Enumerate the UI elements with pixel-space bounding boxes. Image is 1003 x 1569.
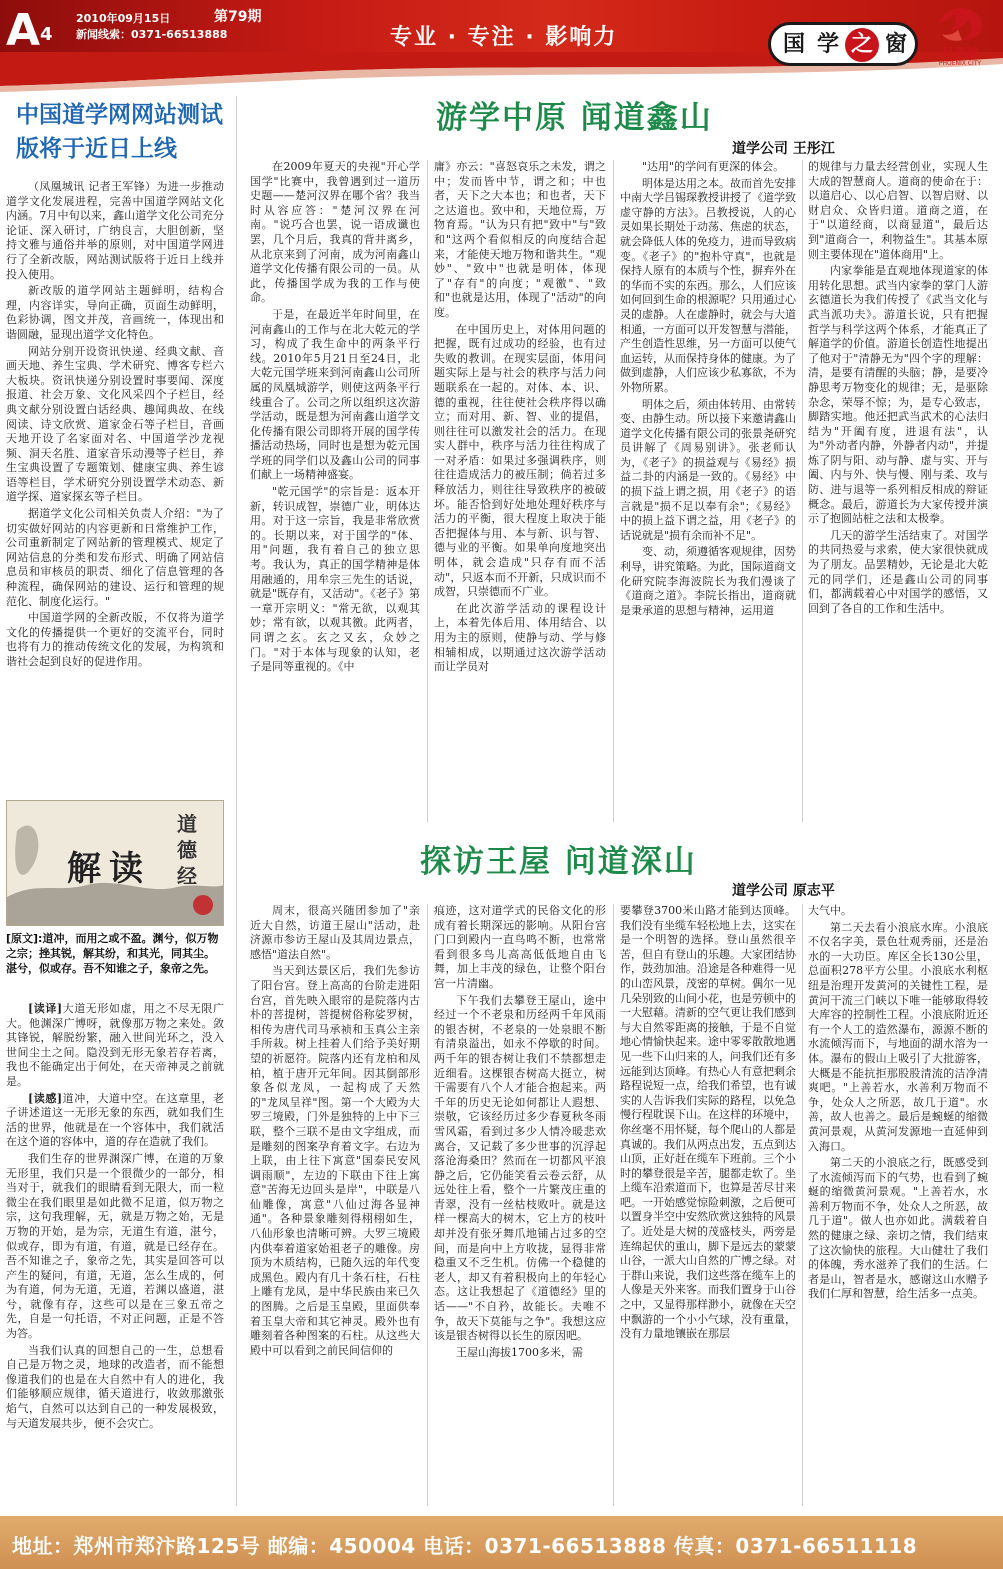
article-2-col-2 [434,904,606,1506]
paragraph: 网站分别开设资讯快递、经典文献、音画天地、养生宝典、学术研究、博客专栏六大板块。资讯快递分别设置时事要闻、深度报道、社会万象、文化风采四个子栏目，经典文献分别设置白话经典、趣闻典故、在线阅读、诗文欣赏、道家金石等子栏目，音画天地开设了名家面对名、中国道学沙龙视频、洞天名胜、道家音乐动漫等子栏目，养生宝典设置了专题策划、健康宝典、养生谚语等栏目，学术研究分别设置学术动态、新道学探、道家探玄等子栏目。 [6,344,224,504]
reading-text: 大道无形如虚，用之不尽无限广大。他渊深广博呀，就像那万物之来处。敛其锋锐，解脱纷繁，融入世间光环之，没入世间尘土之间。隐没到无形无象若存若离，我也不能确定出于何处，在天帝神灵之前就是。 [6,1002,224,1088]
original-text: [原文]:道冲，而用之或不盈。渊兮，似万物之宗；挫其锐，解其纷，和其光，同其尘。湛兮，似或存。吾不知谁之子，象帝之先。 [6,932,219,975]
column-char-3: 之 [845,28,879,62]
column-char-2: 学 [816,32,839,57]
jiedu-title: 解读 [67,849,151,889]
reading-notes [6,1002,224,1504]
article-1-col-2 [434,160,606,822]
column-char-4: 窗 [884,32,907,57]
paragraph: "乾元国学"的宗旨是：返本开新，转识成智，崇德广业，明体达用。对于这一宗旨，我是非常欣赏的。长期以来，对于国学的"体、用"问题，我有着自己的独立思考。我认为，真正的国学精神是体用融通的，用牟宗三先生的话说，就是"既存有，又活动"。《老子》第一章开宗明义："常无欲，以观其妙；常有欲，以观其徼。此两者，同谓之玄。玄之又玄，众妙之门。"对于本体与现象的认知，老子是同等重视的。《中 [250,485,420,674]
issue-date: 2010年09月15日 [76,12,171,25]
article-1-col-3 [620,160,796,822]
article-2-col-1 [250,904,420,1506]
paragraph: 王屋山海拔1700多米，需 [456,1345,583,1359]
paragraph: 明体是达用之本。故而首先安排中南大学吕锡琛教授讲授了《道学致虚守静的方法》。吕教授说，人的心灵如果长期处于动荡、焦虑的状态，就会降低人体的免疫力，进而导致病变。《老子》的"抱朴守真"，也就是保持人原有的本质与个性，摒弃外在的华而不实的东西。那么，人们应该如何回到生命的根源呢？只用通过心灵的虚静。人在虚静时，就会与大道相通，一方面可以开发智慧与潜能，产生创造性思维，另一方面可以使气血运转，从而保持身体的健康。为了做到虚静，人们应该少私寡欲，不为外物所累。 [620,176,796,394]
paragraph: 痕迹，这对道学式的民俗文化的形成有着长期深远的影响。从阳台宫门口到殿内一直鸟鸣不断，也常常看到很多鸟儿高高低低地自由飞舞，加上丰茂的绿色，让整个阳台宫一片清幽。 [434,904,606,990]
news-hotline: 新闻线索：0371-66513888 [76,28,228,41]
article-1-col-1 [250,160,420,822]
column-divider [613,904,614,1506]
column-divider [613,160,614,822]
column-divider [427,160,428,822]
paragraph: 当天到达景区后，我们先参访了阳台宫。登上高高的台阶走进阳台宫，首先映入眼帘的是院落内古朴的菩提树，菩提树俗称娑罗树，相传为唐代司马承祯和玉真公主亲手所栽。树上挂着人们给予美好期望的祈愿符。院落内还有龙柏和凤柏，植于唐开元年间。因其倒部形象各似龙凤，一起构成了天然的"龙凤呈祥"图。第一个大殿为大罗三境殿，门外是独特的上中下三联，整个三联不是由文字组成，而是雕刻的图案孕育着文字。右边为上联，由上往下寓意"国泰民安风调雨顺"，左边的下联由下往上寓意"苦海无边回头是岸"，中联是八仙雕像，寓意"八仙过海各显神通"。各种景象雕刻得栩栩如生，八仙形象也清晰可辨。大罗三境殿内供奉着道家始祖老子的雕像。房顶为木质结构，已随久远的年代变成黑色。殿内有几十条石柱，石柱上雕有龙凤，是中华民族由来已久的图腾。之后是玉皇殿，里面供奉着玉皇大帝和其它神灵。殿外也有雕刻着各种图案的石柱。从这些大殿中可以看到之前民间信仰的 [250,964,420,1357]
article-2-byline: 道学公司 原志平 [732,883,835,899]
article-1-headline: 游学中原 闻道鑫山 [436,100,713,136]
paragraph: 据道学文化公司相关负责人介绍："为了切实做好网站的内容更新和日常维护工作，公司重新制定了网站新的管理模式、规定了网站信息的分类和发布形式、明确了网站信息员和审核员的职责、细化了信息管理的各种流程，确保网站的建设、运行和管理的规范化、制度化运行。" [6,507,224,608]
article-1-byline: 道学公司 王彤江 [732,141,835,157]
jiedu-side-title: 道德经 [177,812,197,888]
paragraph: 新改版的道学网站主题鲜明，结构合理，内容详实，导向正确，页面生动鲜明，色彩协调，图文并茂，音画统一，体现出和谐圆融，显现出道学文化特色。 [6,284,224,341]
paragraph: 明体之后，须由体转用、由常转变、由静生动。所以接下来邀请鑫山道学文化传播有限公司的张景尧研究员讲解了《周易别讲》。张老师认为，《老子》的损益观与《易经》损益二卦的内涵是一致的。《易经》中的损下益上谓之损，用《老子》的语言就是"损不足以奉有余"；《易经》中的损上益下谓之益，用《老子》的话说就是"损有余而补不足"。 [620,397,796,542]
paragraph: 庸》亦云："喜怒哀乐之未发，谓之中；发而皆中节，谓之和；中也者，天下之大本也；和也者，天下之达道也。致中和，天地位焉，万物育焉。"认为只有把"致中"与"致和"这两个看似相反的向度结合起来，才能使天地万物和谐共生。"观妙"、"致中"也就是明体，体现了"存有"的向度；"观徼"、"致和"也就是达用，体现了"活动"的向度。 [434,160,606,319]
paragraph: 的规律与力量去经营创业，实现人生大成的智慧商人。道商的使命在于：以道启心、以心启智、以智启财、以财启众、众皆归道。道商之道，在于"以道经商，以商显道"，最后达到"道商合一，利物益生"。其基本原则主要体现在"道体商用"上。 [808,160,988,261]
page-number: 4 [40,24,53,45]
article-2-headline: 探访王屋 问道深山 [420,844,697,880]
reading-label: [读译] [28,1002,63,1015]
paragraph: 在中国历史上，对体用问题的把握，既有过成功的经验，也有过失败的教训。在现实层面，体用问题实际上是与社会的秩序与活力问题联系在一起的。对体、本、识、德的重视，往往使社会秩序得以确立；而对用、新、智、业的提倡，则往往可以激发社会的活力。在现实人群中，秩序与活力往往构成了一对矛盾：如果过多强调秩序，则往往造成活力的被压制；倘若过多释放活力，则往往导致秩序的被破坏。能否恰到好处地处理好秩序与活力的平衡，很大程度上取决于能否把握体与用、本与新、识与智、德与业的平衡。如果单向度地突出明体，就会造成"只存有而不活动"，只返本而不开新，只成识而不成智，只崇德而不广业。 [434,322,606,599]
footer-contact: 地址：郑州市郑汴路125号 邮编：450004 电话：0371-66513888 传真：0371-66511118 [12,1534,918,1558]
paragraph: 下午我们去攀登王屋山，途中经过一个不老泉和历经两千年风雨的银杏树，不老泉的一处泉眼不断有清泉溢出，如永不停歇的时间。两千年的银杏树让我们不禁都想走近细看。这棵银杏树高大挺立，树干需要有八个人才能合抱起来。两千年的历史无论如何都让人遐想、崇敬，它该经历过多少春夏秋冬雨雪风霜，看到过多少人情冷暖悲欢离合，又记载了多少世事的沉浮起落沧海桑田？然而在一切都风平浪静之后，它仍能笑看云卷云舒，从远处往上看，整个一片繁茂庄重的青翠，没有一丝枯枝败叶。就是这样一棵高大的树木，它上方的枝叶却并没有张牙舞爪地铺占过多的空间，而是向中上方收拢，显得非常稳重又不乏生机。仿佛一个稳健的老人，却又有着积极向上的年轻心态。这让我想起了《道德经》里的话——"不自矜，故能长。夫唯不争，故天下莫能与之争"。我想这应该是银杏树得以长生的原因吧。 [434,993,606,1343]
paragraph: 大气中。 [808,904,852,917]
logo-text: 凤凰城 [941,46,978,60]
column-divider [236,96,237,1506]
masthead-slogan: 专业 · 专注 · 影响力 [390,25,618,50]
phoenix-logo-icon [932,4,988,44]
paragraph: 第二天的小浪底之行，既感受到了水流倾泻而下的气势，也看到了蜿蜒的缩微黄河景观。"上善若水，水善利万物而不争，处众人之所恶，故几于道"。做人也亦如此。满载着自然的健康之绿、亲切之情，我们结束了这次愉快的旅程。大山健壮了我们的体魄，秀水滋养了我们的生活。仁者是山，智者是水，感谢这山水赠予我们仁厚和智慧，给生活多一点美。 [808,1156,988,1301]
paragraph: 在2009年夏天的央视"开心学国学"比赛中，我曾遇到过一道历史题——楚河汉界在哪个省？我当时从容应答："楚河汉界在河南。"说巧合也罢，说一语成谶也罢，几个月后，我真的背井离乡，从北京来到了河南，成为河南鑫山道学文化传播有限公司的一员。从此，传播国学成为我的工作与使命。 [250,160,420,305]
paragraph: 于是，在最近半年时间里，在河南鑫山的工作与在北大乾元的学习，构成了我生命中的两条平行线。2010年5月21日至24日，北大乾元国学班来到河南鑫山公司所属的凤凰城游学，则使这两条平行线重合了。公司之所以组织这次游学活动，既是想为河南鑫山道学文化传播有限公司即将开展的国学传播活动热场，同时也是想为乾元国学班的同学们以及鑫山公司的同事们献上一场精神盛宴。 [250,307,420,482]
paragraph: 我们生存的世界渊深广博，在道的万象无形里，我们只是一个很微少的一部分，相当对于，就我们的眼睛看到无限大，而一粒微尘在我们眼里是如此微不足道，似万物之宗，这句我理解，无，就是万物之始，无是万物的开始，是为宗，无道生有道，湛兮，似或存，即为有道，有道，就是已经存在。吾不知谁之子，象帝之先，其实是回答可以产生的疑问，有道，无道，怎么生成的，何为有道，何为无道，无道，若渊以盛道，湛兮，就像有存，这些可以是在三象五帝之先，自是一句托语，不对正问题，正是不答为答。 [6,1151,224,1341]
paragraph: 周末，很高兴随团参加了"亲近大自然，访道王屋山"活动，赴济源市参访王屋山及其周边景点，感悟"道法自然"。 [250,904,420,961]
paragraph: "达用"的学问有更深的体会。 [642,160,785,173]
paragraph: 当我们认真的回想自己的一生，总想看自己是万物之灵，地球的改造者，而不能想像道我们的也是在大自然中有人的进化，我们能够顺应规律，循天道进行，收敛那激张焰气，自然可以达到自己的一种发展极致，与天道发展共步，便不会灾亡。 [6,1343,224,1430]
paragraph: 在此次游学活动的课程设计上，本着先体后用、体用结合、以用为主的原则，使静与动、学与修相辅相成，以期通过这次游学活动而让学员对 [434,601,606,674]
paragraph: 要攀登3700米山路才能到达顶峰。我们没有坐缆车轻松地上去，这实在是一个明智的选择。登山虽然很辛苦，但自有登山的乐趣。大家团结协作，鼓劲加油。沿途是各种难得一见的山峦风景，茂密的草树。偶尔一见几朵别致的山间小花，也是劳顿中的一大慰藉。清新的空气更让我们感到与大自然零距离的接触，于是不自觉地心情愉快起来。途中零零散散地遇见一些下山归来的人，问我们还有多远能到达顶峰。有热心人有意把剩余路程说短一点，给我们希望，也有诚实的人告诉我们实际的路程，以免急慢行程耽误下山。在这样的环境中，你丝毫不用怀疑，每个爬山的人都是真诚的。我们从两点出发，五点到达山顶，正好赶在缆车下班前。三个小时的攀登很是辛苦，腿都走软了。坐上缆车沿索道而下，也算是苦尽甘来吧。一开始感觉惊险刺激，之后便可以置身半空中安然欣赏这独特的风景了。近处是大树的茂盛枝头，两旁是连绵起伏的重山，脚下是远去的蒙蒙山谷，一派大山自然的广博之绿。对于群山来说，我们这些落在缆车上的人像是天外来客。而我们置身于山谷之中，又显得那样渺小，就像在天空中飘游的一个小小气球，没有重量，没有力量地镶嵌在那层 [620,904,796,1341]
column-badge [768,22,918,66]
article-1-col-4 [808,160,988,822]
paragraph: 变、动，须遵循客观规律，因势利导，讲究策略。为此，国际道商文化研究院李海波院长为我们漫谈了《道商之道》。李院长指出，道商就是秉承道的思想与精神，运用道 [620,545,796,617]
masthead [0,0,1003,92]
paragraph: 内家拳能是直观地体现道家的体用转化思想。武当内家拳的掌门人游玄德道长为我们传授了《武当文化与武当派功夫》。游道长说，只有把握哲学与科学这两个体系，才能真正了解道学的价值。游道长创造性地提出了他对于"清静无为"四个字的理解：清，是要有清醒的头脑；静，是要冷静思考万物变化的规律；无，是驱除杂念，荣辱不惊；为，是专心致志，脚踏实地。他还把武当武术的心法归结为"开阖有度，进退有法"，认为"外动者内静，外静者内动"，并提炼了阴与阳、动与静、虚与实、开与阖、内与外、快与慢、刚与柔、攻与防、进与退等一系列相反相成的辩证概念。最后，游道长为大家传授并演示了抱圆站桩之法和太极拳。 [808,264,988,526]
logo-subtext: PHOENIX CITY [938,60,982,67]
paragraph: 中国道学网的全新改版，不仅将为道学文化的传播提供一个更好的交流平台，同时也将有力的推动传统文化的发展，为构筑和谐社会起到良好的促进作用。 [6,611,224,668]
reading-label: [读感] [28,1091,63,1105]
paragraph: （凤凰城讯 记者王军锋）为进一步推动道学文化发展进程，完善中国道学网站文化内涵。7月中旬以来，鑫山道学文化公司充分论证、深入研讨，广纳良言，大胆创新，坚持文雅与通俗并举的原则，对中国道学网进行了全新改版，网站测试版将于近日上线并投入使用。 [6,180,224,281]
column-divider [802,904,803,1506]
article-2-col-3 [620,904,796,1506]
column-char-1: 国 [782,32,805,57]
paragraph: 几天的游学生活结束了。对国学的共同热爱与求索，使大家很快就成为了朋友。品罢精妙，无论是北大乾元的同学们，还是鑫山公司的同事们，都满载着心中对国学的感悟，又回到了各自的工作和生活中。 [808,528,988,615]
paragraph: 第二天去看小浪底水库。小浪底不仅名字美，景色壮观秀丽，还是治水的一大功臣。库区全长130公里，总面积278平方公里。小浪底水利枢纽是治理开发黄河的关键性工程，是黄河干流三门峡以下唯一能够取得较大库容的控制性工程。小浪底附近还有一个人工的造然瀑布，源源不断的水流倾泻而下，与地面的湖水溶为一体。瀑布的假山上吸引了大批游客，大概是不能抗拒那股股清流的洁净清爽吧。"上善若水，水善利万物而不争，处众人之所恶，故几于道"。水善，故人也善之。最后是蜿蜒的缩微黄河景观，从黄河发源地一直延伸到入海口。 [808,920,988,1153]
page-letter: A [6,5,41,56]
footer-bar [0,1516,1003,1569]
article-2-col-4 [808,904,988,1506]
left-article-headline: 中国道学网网站测试版将于近日上线 [16,102,223,162]
column-divider [802,160,803,822]
column-divider [427,904,428,1506]
jiedu-illustration [6,800,224,926]
left-article-body [6,180,224,792]
issue-number: 第79期 [214,9,262,25]
reading-text: 道冲，大道中空。在这章里，老子讲述道这一无形无象的东西，就如我们生活的世界，他就是在一个容体中，我们就活在这个道的容体中，道的存在造就了我们。 [6,1091,224,1149]
